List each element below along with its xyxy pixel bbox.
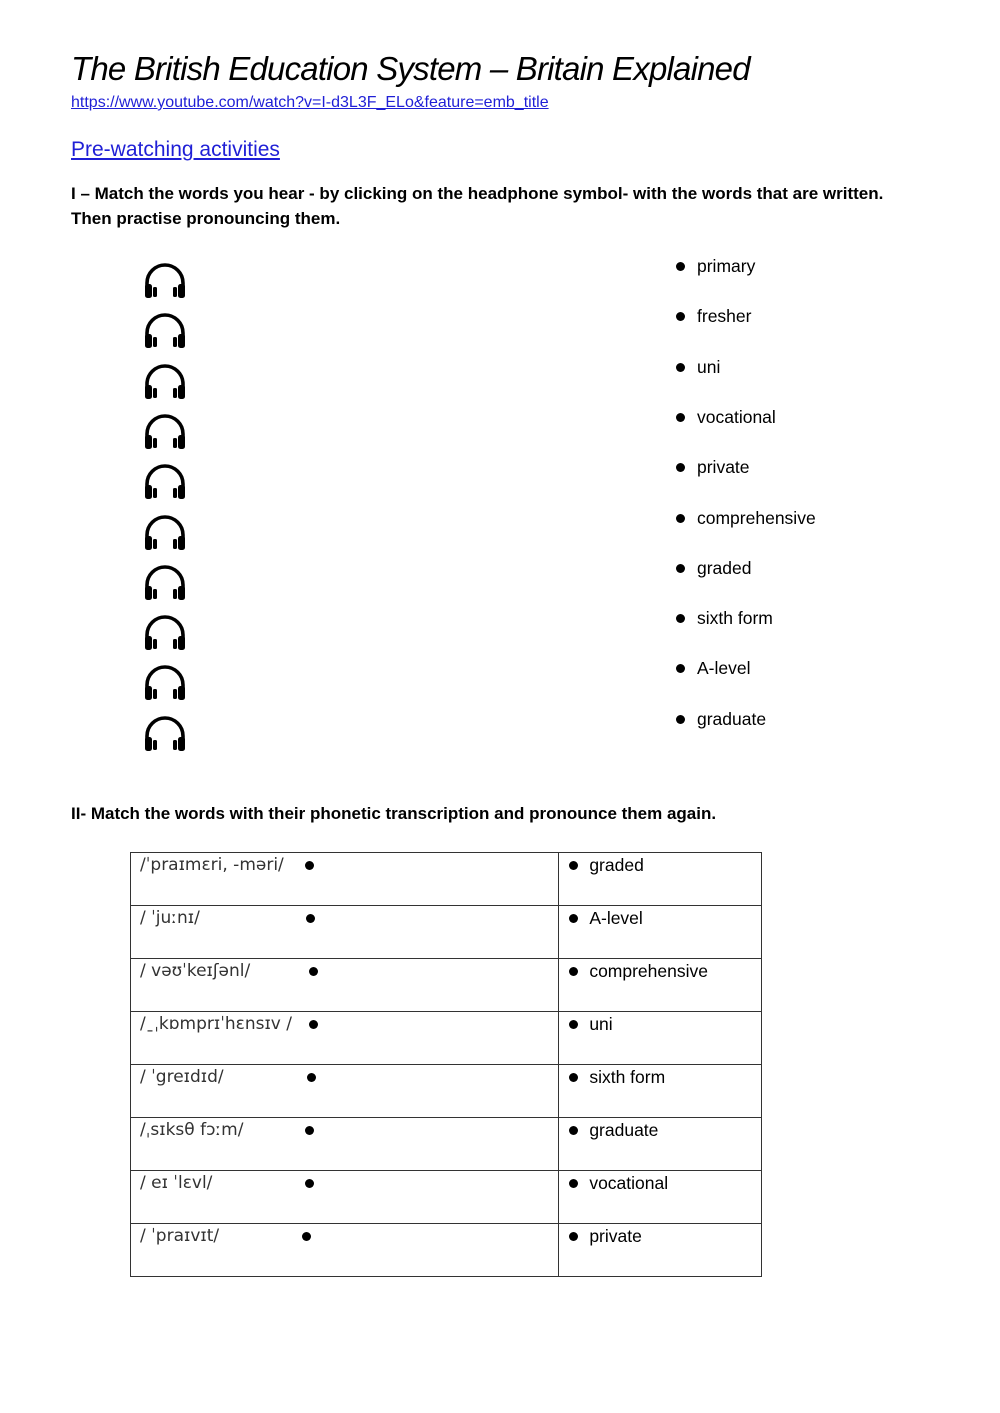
headphones-icon[interactable] (142, 311, 188, 351)
table-row (131, 1012, 762, 1065)
video-link[interactable]: https://www.youtube.com/watch?v=I-d3L3F_ELo&feature=emb_title (71, 94, 549, 111)
match-dot-left[interactable] (309, 1020, 318, 1029)
word-cell (559, 1224, 762, 1277)
phonetic-cell (131, 1224, 559, 1277)
table-row (131, 959, 762, 1012)
word-label: A-level (697, 658, 751, 679)
word-option[interactable] (569, 1014, 612, 1035)
word-option-label: graduate (589, 1120, 659, 1140)
table-row (131, 853, 762, 906)
match-dot-left[interactable] (305, 1179, 314, 1188)
word-option-label: sixth form (589, 1067, 666, 1087)
document-title: The British Education System – Britain Explained (71, 50, 750, 87)
match-dot-right[interactable] (569, 1020, 578, 1029)
word-option-label: graded (589, 855, 644, 875)
match-dot-left[interactable] (305, 861, 314, 870)
phonetic-transcription: / ˈgreɪdɪd/ (140, 1067, 224, 1087)
headphones-icon[interactable] (142, 462, 188, 502)
word-label: graduate (697, 708, 767, 729)
word-list-item[interactable] (676, 306, 751, 327)
word-option-label: A-level (589, 908, 643, 928)
table-row (131, 906, 762, 959)
phonetic-transcription: / eɪ ˈlɛvl/ (140, 1173, 213, 1193)
bullet-dot-icon (676, 363, 685, 372)
match-dot-right[interactable] (569, 967, 578, 976)
phonetic-transcription: / vəʊˈkeɪʃənl/ (140, 961, 251, 981)
section-heading-pre-watching[interactable]: Pre-watching activities (71, 138, 280, 161)
bullet-dot-icon (676, 564, 685, 573)
word-option[interactable] (569, 855, 644, 876)
bullet-dot-icon (676, 614, 685, 623)
bullet-dot-icon (676, 262, 685, 271)
table-row (131, 1224, 762, 1277)
match-dot-right[interactable] (569, 1179, 578, 1188)
match-dot-right[interactable] (569, 914, 578, 923)
word-list-item[interactable] (676, 709, 766, 730)
word-cell (559, 1118, 762, 1171)
phonetic-transcription: /ˌsɪksθ fɔːm/ (140, 1120, 244, 1140)
word-option[interactable] (569, 908, 643, 929)
word-cell (559, 906, 762, 959)
phonetic-cell (131, 853, 559, 906)
phonetic-transcription: /ˈpraɪmɛri, -məri/ (140, 855, 284, 875)
phonetic-transcription: / ˈpraɪvɪt/ (140, 1226, 220, 1246)
word-list-item[interactable] (676, 256, 755, 277)
match-dot-left[interactable] (305, 1126, 314, 1135)
word-option[interactable] (569, 1173, 668, 1194)
word-list-item[interactable] (676, 558, 752, 579)
match-dot-left[interactable] (307, 1073, 316, 1082)
phonetic-transcription: / ˈjuːnɪ/ (140, 908, 200, 928)
match-dot-left[interactable] (302, 1232, 311, 1241)
word-option-label: private (589, 1226, 642, 1246)
word-label: private (697, 457, 750, 478)
bullet-dot-icon (676, 312, 685, 321)
exercise-2-instruction: II- Match the words with their phonetic transcription and pronounce them again. (71, 804, 717, 823)
word-cell (559, 1171, 762, 1224)
word-option-label: comprehensive (589, 961, 708, 981)
phonetic-cell (131, 959, 559, 1012)
word-option[interactable] (569, 961, 708, 982)
word-label: vocational (697, 406, 776, 427)
word-list-item[interactable] (676, 508, 816, 529)
headphones-icon[interactable] (142, 613, 188, 653)
match-dot-right[interactable] (569, 1126, 578, 1135)
word-list-item[interactable] (676, 457, 750, 478)
word-label: sixth form (697, 608, 773, 629)
match-dot-right[interactable] (569, 861, 578, 870)
bullet-dot-icon (676, 463, 685, 472)
word-label: fresher (697, 306, 752, 327)
word-option[interactable] (569, 1226, 642, 1247)
word-label: primary (697, 256, 756, 276)
exercise-1-instruction: I – Match the words you hear - by clicking on the headphone symbol- with the words that are written. Then practise pronouncing them. (71, 184, 884, 228)
word-label: uni (697, 356, 721, 377)
headphones-icon[interactable] (142, 513, 188, 553)
bullet-dot-icon (676, 413, 685, 422)
headphones-icon[interactable] (142, 563, 188, 603)
word-list-item[interactable] (676, 407, 776, 428)
phonetic-cell (131, 1065, 559, 1118)
phonetic-transcription: /ˍˌkɒmprɪˈhɛnsɪv / (140, 1014, 292, 1034)
word-option-label: vocational (589, 1173, 669, 1193)
word-label: comprehensive (697, 507, 816, 528)
phonetic-matching-table (130, 852, 762, 1277)
word-option[interactable] (569, 1067, 665, 1088)
table-row (131, 1065, 762, 1118)
table-row (131, 1171, 762, 1224)
headphones-icon[interactable] (142, 362, 188, 402)
phonetic-cell (131, 906, 559, 959)
word-list-item[interactable] (676, 357, 720, 378)
word-label: graded (697, 557, 752, 578)
bullet-dot-icon (676, 664, 685, 673)
phonetic-cell (131, 1171, 559, 1224)
table-row (131, 1118, 762, 1171)
word-cell (559, 1012, 762, 1065)
match-dot-left[interactable] (309, 967, 318, 976)
phonetic-cell (131, 1012, 559, 1065)
word-option[interactable] (569, 1120, 658, 1141)
phonetic-cell (131, 1118, 559, 1171)
word-list-item[interactable] (676, 608, 773, 629)
word-cell (559, 853, 762, 906)
word-cell (559, 959, 762, 1012)
word-option-label: uni (589, 1014, 613, 1034)
word-list-item[interactable] (676, 658, 751, 679)
headphones-icon[interactable] (142, 663, 188, 703)
headphones-icon[interactable] (142, 261, 188, 301)
headphones-icon[interactable] (142, 412, 188, 452)
match-dot-right[interactable] (569, 1073, 578, 1082)
match-dot-right[interactable] (569, 1232, 578, 1241)
bullet-dot-icon (676, 715, 685, 724)
match-dot-left[interactable] (306, 914, 315, 923)
headphones-icon[interactable] (142, 714, 188, 754)
word-cell (559, 1065, 762, 1118)
bullet-dot-icon (676, 514, 685, 523)
